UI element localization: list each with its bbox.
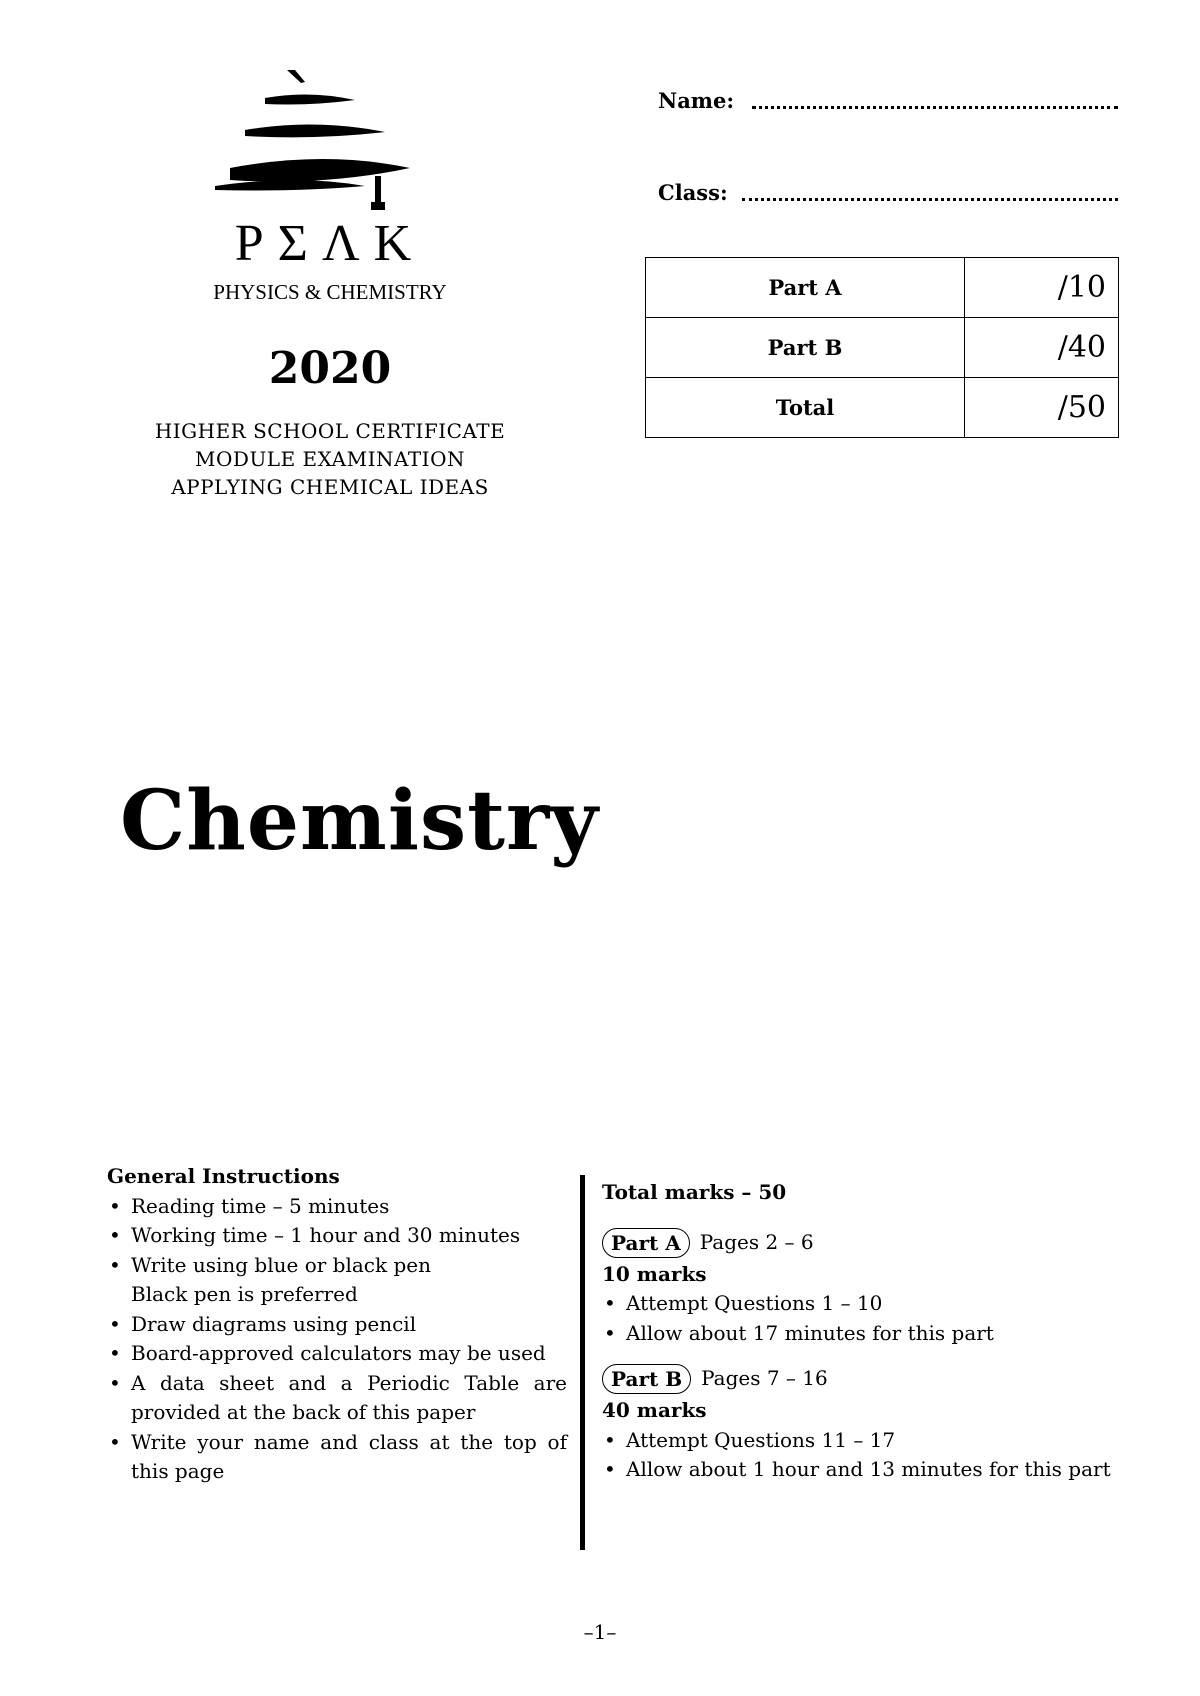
general-instructions	[107, 1162, 567, 1487]
list-item: • Draw diagrams using pencil	[107, 1310, 567, 1340]
list-item: • Board-approved calculators may be used	[107, 1339, 567, 1369]
list-item-continuation: Black pen is preferred	[131, 1282, 358, 1306]
list-item: • Working time – 1 hour and 30 minutes	[107, 1221, 567, 1251]
page-number: –1–	[583, 1620, 617, 1644]
part-a-header	[602, 1226, 1162, 1260]
peak-logo-graphic-icon	[215, 68, 425, 218]
part-b-badge: Part B	[602, 1364, 691, 1394]
part-b-header	[602, 1362, 1162, 1396]
general-instructions-heading: General Instructions	[107, 1164, 340, 1188]
list-item: • Allow about 17 minutes for this part	[602, 1319, 1162, 1349]
marks-table	[645, 257, 1119, 438]
class-field[interactable]	[742, 198, 1118, 201]
total-marks: Total marks – 50	[602, 1180, 787, 1204]
table-row	[646, 378, 1119, 438]
exam-title-line-2: MODULE EXAMINATION	[195, 447, 465, 471]
exam-title-line-1: HIGHER SCHOOL CERTIFICATE	[154, 419, 506, 443]
list-item: • Attempt Questions 1 – 10	[602, 1289, 1162, 1319]
marks-summary	[602, 1178, 1162, 1485]
part-b-marks: 40 marks	[602, 1398, 707, 1422]
marks-score[interactable]: /10	[965, 258, 1119, 318]
part-a-badge: Part A	[602, 1228, 690, 1258]
list-item: • Allow about 1 hour and 13 minutes for this part	[602, 1455, 1162, 1485]
part-b-pages: Pages 7 – 16	[701, 1366, 828, 1391]
marks-part-label: Total	[646, 378, 965, 438]
logo-wordmark: PΣΛK	[234, 215, 426, 272]
list-item: • Write using blue or black pen	[107, 1251, 567, 1281]
marks-score[interactable]: /50	[965, 378, 1119, 438]
exam-year: 2020	[268, 343, 392, 394]
logo-subtitle: PHYSICS & CHEMISTRY	[213, 280, 447, 304]
table-row	[646, 318, 1119, 378]
marks-score[interactable]: /40	[965, 318, 1119, 378]
part-a-pages: Pages 2 – 6	[699, 1229, 814, 1254]
subject-title: Chemistry	[120, 773, 599, 869]
class-label: Class:	[658, 180, 728, 205]
list-item: • Attempt Questions 11 – 17	[602, 1426, 1162, 1456]
column-divider	[580, 1175, 585, 1550]
table-row	[646, 258, 1119, 318]
exam-title-line-3: APPLYING CHEMICAL IDEAS	[171, 475, 489, 499]
name-label: Name:	[658, 88, 735, 113]
name-field[interactable]	[752, 106, 1118, 109]
list-item: • Write your name and class at the top of this page	[107, 1428, 567, 1487]
list-item: • Reading time – 5 minutes	[107, 1192, 567, 1222]
list-item: • A data sheet and a Periodic Table are provided at the back of this paper	[107, 1369, 567, 1428]
part-a-marks: 10 marks	[602, 1261, 707, 1286]
marks-part-label: Part B	[646, 318, 965, 378]
marks-part-label: Part A	[646, 258, 965, 318]
